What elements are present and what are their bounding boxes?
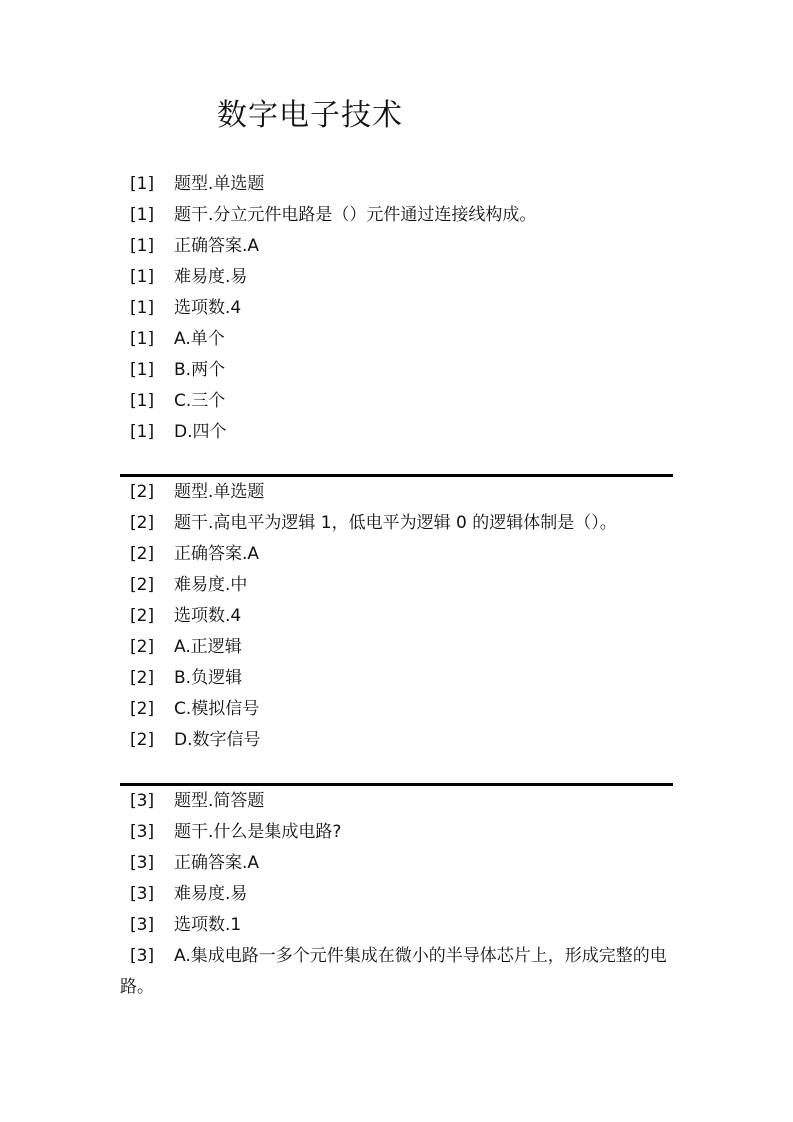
question-line-text: A.正逻辑 [174,637,242,657]
question-line-text: 正确答案.A [174,544,260,564]
question-line-text: 题型.单选题 [174,174,265,194]
question-line-text: D.数字信号 [174,730,261,750]
question-number-tag: [2] [130,482,155,502]
question-line [120,725,673,756]
question-line-text: 选项数.4 [174,298,242,318]
question-line-text: 题干.分立元件电路是（）元件通过连接线构成。 [174,205,537,225]
question-line-text: 正确答案.A [174,236,260,256]
question-line [120,231,673,262]
question-line [120,539,673,570]
question-number-tag: [2] [130,730,155,750]
question-line-text: 难易度.易 [174,884,248,904]
question-line [120,632,673,663]
question-number-tag: [1] [130,174,155,194]
question-line-text: C.三个 [174,391,226,411]
question-line-text: B.负逻辑 [174,668,243,688]
question-line-text: C.模拟信号 [174,699,260,719]
question-line [120,293,673,324]
question-line [120,601,673,632]
question-line [120,169,673,200]
question-number-tag: [1] [130,267,155,287]
question-line-text: 题干.高电平为逻辑 1，低电平为逻辑 0 的逻辑体制是（）。 [174,513,617,533]
question-line [120,694,673,725]
question-line [120,200,673,231]
question-number-tag: [1] [130,298,155,318]
question-line-text: 正确答案.A [174,853,260,873]
question-number-tag: [3] [130,853,155,873]
question-line [120,324,673,355]
question-number-tag: [1] [130,422,155,442]
question-block-1 [120,169,673,448]
question-line [120,477,673,508]
question-number-tag: [3] [130,946,155,966]
question-line [120,786,673,817]
question-number-tag: [1] [130,360,155,380]
question-line-text: 题型.简答题 [174,791,265,811]
question-number-tag: [2] [130,606,155,626]
question-line [120,262,673,293]
question-line-text: A.单个 [174,329,225,349]
question-line-text: 题型.单选题 [174,482,265,502]
question-line [120,941,673,1003]
question-line-text: 难易度.中 [174,575,248,595]
question-line [120,848,673,879]
question-number-tag: [2] [130,637,155,657]
question-number-tag: [1] [130,391,155,411]
question-number-tag: [3] [130,884,155,904]
question-block-3 [120,786,673,1003]
question-line [120,386,673,417]
question-number-tag: [3] [130,822,155,842]
question-line-text: 难易度.易 [174,267,248,287]
question-number-tag: [2] [130,575,155,595]
question-line [120,910,673,941]
question-line [120,417,673,448]
question-line [120,355,673,386]
question-number-tag: [3] [130,915,155,935]
question-line-text: D.四个 [174,422,227,442]
question-line [120,570,673,601]
question-line [120,879,673,910]
question-number-tag: [3] [130,791,155,811]
question-number-tag: [1] [130,205,155,225]
question-line [120,663,673,694]
question-number-tag: [2] [130,668,155,688]
question-number-tag: [2] [130,513,155,533]
question-line [120,817,673,848]
question-number-tag: [2] [130,544,155,564]
question-block-2 [120,477,673,756]
question-number-tag: [1] [130,236,155,256]
question-line-text: 题干.什么是集成电路? [174,822,342,842]
document-title: 数字电子技术 [217,98,403,133]
question-number-tag: [2] [130,699,155,719]
question-line [120,508,673,539]
question-line-text: B.两个 [174,360,226,380]
question-line-text: 选项数.1 [174,915,242,935]
question-number-tag: [1] [130,329,155,349]
question-line-text: A.集成电路一多个元件集成在微小的半导体芯片上，形成完整的电路。 [120,946,667,997]
question-line-text: 选项数.4 [174,606,242,626]
